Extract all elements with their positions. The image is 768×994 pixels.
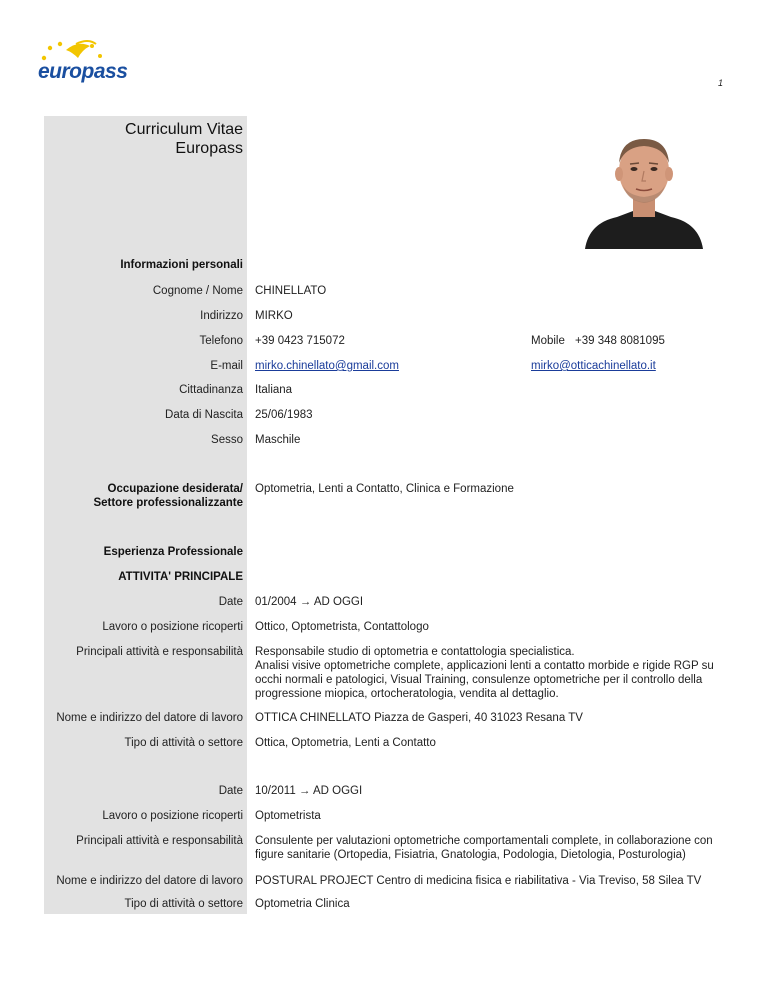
job1-duties-label: Principali attività e responsabilità <box>76 646 243 658</box>
document-title <box>44 120 243 158</box>
phone-value: +39 0423 715072 <box>255 335 345 347</box>
email-link[interactable]: mirko.chinellato@gmail.com <box>255 360 399 372</box>
profile-photo <box>583 119 704 249</box>
title-line-2: Europass <box>175 140 243 157</box>
job1-date-label: Date <box>218 596 243 608</box>
job1-sector-label: Tipo di attività o settore <box>124 737 243 749</box>
name-label: Cognome / Nome <box>152 285 243 297</box>
sex-value: Maschile <box>255 434 301 446</box>
address-value: MIRKO <box>255 310 293 322</box>
europass-logo <box>36 40 128 84</box>
birthdate-value: 25/06/1983 <box>255 409 313 421</box>
occupation-label-line-1: Occupazione desiderata/ <box>107 483 243 495</box>
experience-heading: Esperienza Professionale <box>103 546 243 558</box>
email2-link[interactable]: mirko@otticachinellato.it <box>531 360 656 372</box>
job1-employer-label: Nome e indirizzo del datore di lavoro <box>56 712 243 724</box>
job1-sector-value: Ottica, Optometria, Lenti a Contatto <box>255 737 436 749</box>
occupation-label <box>44 482 243 510</box>
job2-sector-label: Tipo di attività o settore <box>124 898 243 910</box>
job2-employer-value: POSTURAL PROJECT Centro di medicina fisica e riabilitativa - Via Treviso, 58 Silea TV <box>255 875 702 887</box>
job2-role-label: Lavoro o posizione ricoperti <box>102 810 243 822</box>
birthdate-label: Data di Nascita <box>165 409 243 421</box>
job1-duties-value: Responsabile studio di optometria e contattologia specialistica. Analisi visive optometriche complete, applicazioni lenti a contatto morbide e rigide RGP su occhi normali e patologici, Visual Training, consulenze optometriche per il controllo della progressione miopica, ortocheratologia, vendita al dettaglio. <box>255 646 714 700</box>
occupation-label-line-2: Settore professionalizzante <box>93 497 243 509</box>
job2-date-label: Date <box>218 785 243 797</box>
job2-role-value: Optometrista <box>255 810 321 822</box>
occupation-value: Optometria, Lenti a Contatto, Clinica e Formazione <box>255 483 514 495</box>
address-label: Indirizzo <box>200 310 243 322</box>
job1-employer-value: OTTICA CHINELLATO Piazza de Gasperi, 40 31023 Resana TV <box>255 712 583 724</box>
job2-date-value: 10/2011 → AD OGGI <box>255 785 363 797</box>
name-value: CHINELLATO <box>255 285 327 297</box>
main-activity-heading: ATTIVITA' PRINCIPALE <box>118 571 243 583</box>
job2-sector-value: Optometria Clinica <box>255 898 350 910</box>
mobile-label: Mobile <box>531 335 565 347</box>
email-label: E-mail <box>210 360 243 372</box>
citizenship-value: Italiana <box>255 384 293 396</box>
title-line-1: Curriculum Vitae <box>125 121 243 138</box>
job1-role-value: Ottico, Optometrista, Contattologo <box>255 621 429 633</box>
job2-duties-value: Consulente per valutazioni optometriche comportamentali complete, in collaborazione con figure sanitarie (Ortopedia, Fisiatria, Gnatologia, Podologia, Dietologia, Posturologia) <box>255 835 713 861</box>
logo-text: europass <box>38 60 128 83</box>
sex-label: Sesso <box>211 434 243 446</box>
job1-role-label: Lavoro o posizione ricoperti <box>102 621 243 633</box>
citizenship-label: Cittadinanza <box>179 384 243 396</box>
job2-employer-label: Nome e indirizzo del datore di lavoro <box>56 875 243 887</box>
page-number: 1 <box>718 78 724 88</box>
job2-duties-label: Principali attività e responsabilità <box>76 835 243 847</box>
personal-info-heading: Informazioni personali <box>120 259 243 271</box>
phone-label: Telefono <box>199 335 243 347</box>
mobile-value: +39 348 8081095 <box>575 335 665 347</box>
job1-date-value: 01/2004 → AD OGGI <box>255 596 364 608</box>
